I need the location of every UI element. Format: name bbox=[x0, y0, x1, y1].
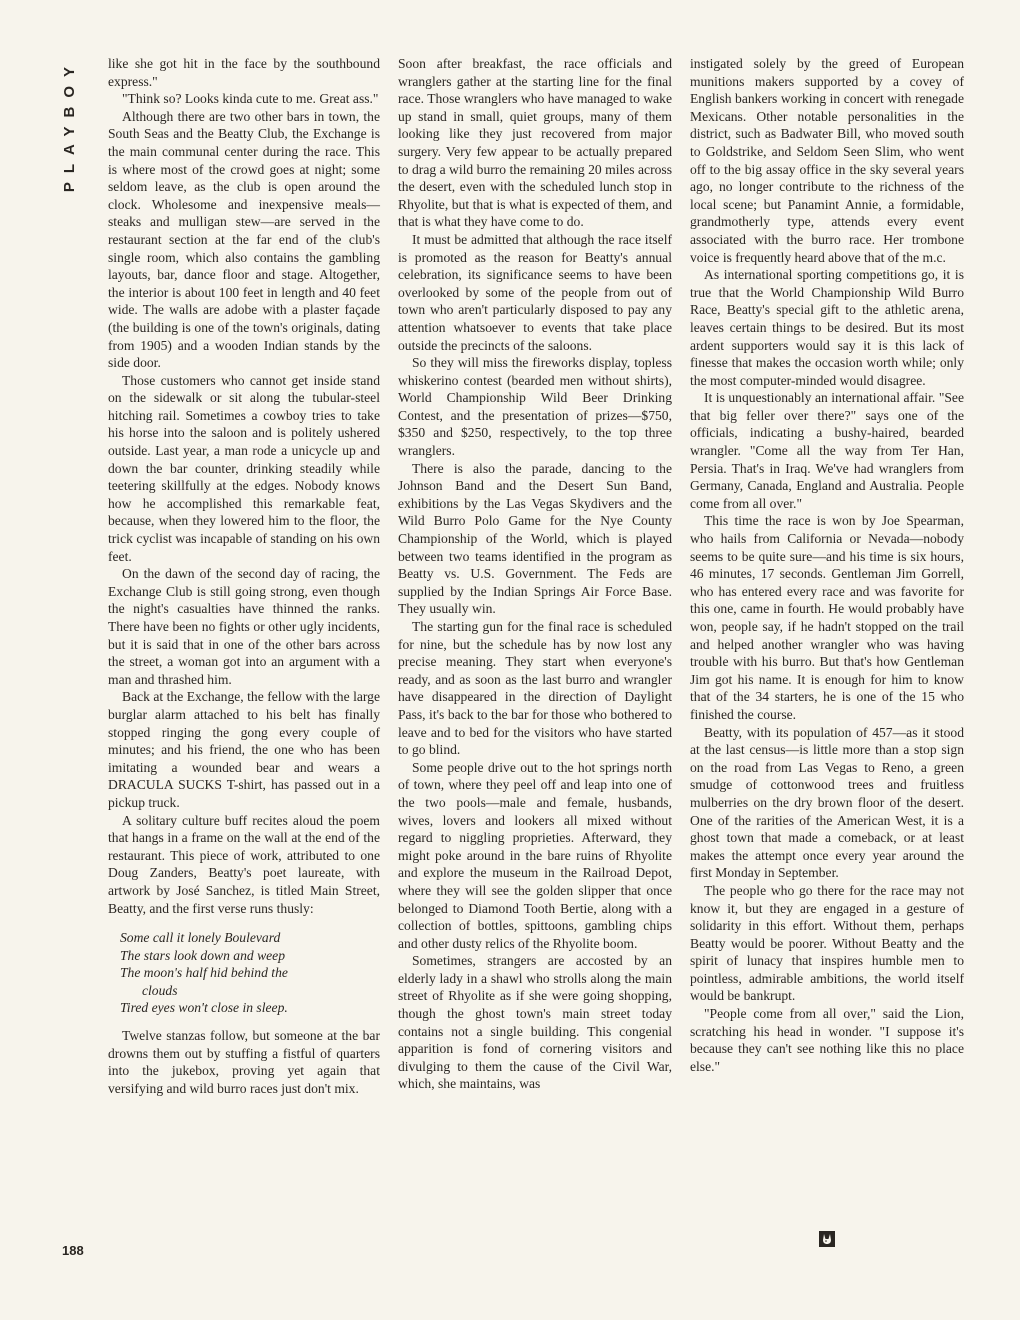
paragraph: instigated solely by the greed of European munitions makers supported by a covey of English bankers working in concert with renegade Mexicans. Other notable personalities in the district, such as Badwater Bill, who moved south to Goldstrike, and Seldom Seen Slim, who went off to the big assay office in the sky several years ago, no longer contribute to the richness of the local scene; but Panamint Annie, a formidable, grandmotherly type, attends every event associated with the burro race. Her trombone voice is frequently heard above that of the m.c. bbox=[690, 56, 964, 265]
paragraph: "Think so? Looks kinda cute to me. Great ass." bbox=[122, 91, 379, 107]
poem-verse bbox=[120, 929, 380, 1017]
paragraph: Sometimes, strangers are accosted by an elderly lady in a shawl who strolls along the main street of Rhyolite as if she were going shopping, though the ghost town's main street today contains not a single building. This congenial apparition is fond of cornering visitors and divulging to them the cause of the Civil War, which, she maintains, was bbox=[398, 953, 672, 1092]
paragraph: It must be admitted that although the race itself is promoted as the reason for Beatty's annual celebration, its significance seems to have been overlooked by some of the people from out of town who aren't particularly disposed to pay any attention whatsoever to events that take place outside the precincts of the saloons. bbox=[398, 231, 672, 353]
paragraph: This time the race is won by Joe Spearman, who hails from California or Nevada—nobody seems to be quite sure—and his time is six hours, 46 minutes, 17 seconds. Gentleman Jim Gorrell, who has entered every race and was favorite for this one, came in fourth. He would probably have won, people say, if he hadn't stopped on the trail and helped another wrangler who was having trouble with his burro. But that's how Gentleman Jim got his name. It is enough for him to know that of the 34 starters, he is one of the 15 who finished the course. bbox=[690, 513, 964, 722]
paragraph: The starting gun for the final race is scheduled for nine, but the schedule has by now lost any precise meaning. They start when everyone's ready, and as soon as the last burro and wrangler have disappeared in the direction of Daylight Pass, it's back to the bar for those who bothered to leave and to bed for the visitors who have started to go blind. bbox=[398, 619, 672, 758]
paragraph: It is unquestionably an international affair. "See that big feller over there?" says one of the officials, indicating a bushy-haired, bearded wrangler. "Come all the way from Ter Han, Persia. That's in Iraq. We've had wranglers from Germany, Canada, England and Australia. People come from all over." bbox=[690, 390, 964, 511]
page-number: 188 bbox=[62, 1243, 84, 1258]
column-2 bbox=[398, 55, 672, 1093]
paragraph: There is also the parade, dancing to the Johnson Band and the Desert Sun Band, exhibitions by the Las Vegas Skydivers and the Wild Burro Polo Game for the Nye County Championship of the World, which is played between two teams identified in the program as Beatty vs. U.S. Government. The Feds are supplied by the Indian Springs Air Force Base. They usually win. bbox=[398, 460, 672, 617]
poem-line: Tired eyes won't close in sleep. bbox=[120, 1000, 288, 1016]
poem-line: clouds bbox=[142, 982, 178, 998]
column-3 bbox=[690, 55, 964, 1075]
masthead-title: PLAYBOY bbox=[61, 58, 78, 193]
paragraph: A solitary culture buff recites aloud the poem that hangs in a frame on the wall at the end of the restaurant. This piece of work, attributed to one Doug Zanders, Beatty's poet laureate, with artwork by José Sanchez, is titled Main Street, Beatty, and the first verse runs thusly: bbox=[108, 812, 380, 916]
paragraph: On the dawn of the second day of racing, the Exchange Club is still going strong, even though the night's casualties have thinned the ranks. There have been no fights or other ugly incidents, but it is said that in one of the other bars across the street, a woman got into an argument with a man and thrashed him. bbox=[108, 566, 380, 687]
paragraph: "People come from all over," said the Lion, scratching his head in wonder. "I suppose it's because they can't see nothing like this no place else." bbox=[690, 1006, 964, 1074]
paragraph: Beatty, with its population of 457—as it stood at the last census—is little more than a stop sign on the road from Las Vegas to Reno, a green smudge of cottonwood trees and fruitless mulberries on the dry brown floor of the desert. One of the rarities of the American West, it is a ghost town that made a comeback, or at least makes the attempt once every year around the first Monday in September. bbox=[690, 724, 964, 881]
paragraph: Soon after breakfast, the race officials and wranglers gather at the starting line for the final race. Those wranglers who have managed to wake up stand in small, quiet groups, many of them looking like they just recovered from major surgery. Very few appear to be actually prepared to drag a wild burro the remaining 20 miles across the desert, even with the scheduled lunch stop in Rhyolite, but that is what is expected of them, and that is what they have come to do. bbox=[398, 56, 672, 230]
masthead-sidebar bbox=[61, 58, 88, 193]
column-1 bbox=[108, 55, 380, 1097]
paragraph: Twelve stanzas follow, but someone at the bar drowns them out by stuffing a fistful of quarters into the jukebox, proving yet again that versifying and wild burro races just don't mix. bbox=[108, 1028, 380, 1096]
poem-line: Some call it lonely Boulevard bbox=[120, 930, 281, 946]
paragraph: Those customers who cannot get inside stand on the sidewalk or sit along the tubular-steel hitching rail. Sometimes a cowboy tries to take his horse into the saloon and is politely ushered outside. Last year, a man rode a unicycle up and down the bar counter, drinking steadily while teetering skillfully at the edges. Nobody knows how he accomplished this remarkable feat, because, when they lowered him to the floor, the trick cyclist was incapable of standing on his own feet. bbox=[108, 372, 380, 564]
poem-line: The stars look down and weep bbox=[120, 947, 286, 963]
paragraph: The people who go there for the race may not know it, but they are engaged in a gesture of solidarity in this effort. Without them, perhaps Beatty would be poorer. Without Beatty and the spirit of lunacy that inspires humble men to pointless, admirable ambitions, the world itself would be bankrupt. bbox=[690, 882, 964, 1004]
paragraph: Back at the Exchange, the fellow with the large burglar alarm attached to his belt has finally stopped ringing the gong every couple of minutes; and his friend, the one who has been imitating a wounded bear and wears a DRACULA SUCKS T-shirt, has passed out in a pickup truck. bbox=[108, 689, 380, 810]
paragraph: Although there are two other bars in town, the South Seas and the Beatty Club, the Exchange is the main communal center during the race. This is where most of the crowd goes at night; some seldom leave, as the club is open around the clock. Wholesome and inexpensive meals—steaks and mulligan stew—are served in the restaurant section at the far end of the club's single room, which also contains the gambling layouts, bar, dance floor and stage. Altogether, the interior is about 100 feet in length and 40 feet wide. The walls are adobe with a plaster façade (the building is one of the town's originals, dating from 1905) and a wooden Indian stands by the side door. bbox=[108, 108, 380, 371]
rabbit-head-end-mark-icon bbox=[819, 1231, 835, 1247]
paragraph: So they will miss the fireworks display, topless whiskerino contest (bearded men without shirts), World Championship Wild Beer Drinking Contest, and the presentation of prizes—$750, $350 and $250, respectively, to the top three wranglers. bbox=[398, 355, 672, 459]
paragraph: like she got hit in the face by the southbound express." bbox=[108, 56, 380, 89]
paragraph: As international sporting competitions go, it is true that the World Championship Wild Burro Race, Beatty's special gift to the athletic arena, leaves certain things to be desired. But its most ardent supporters would say it is this lack of finesse that makes the occasion worth while; only the most computer-minded would disagree. bbox=[690, 267, 964, 388]
paragraph: Some people drive out to the hot springs north of town, where they peel off and leap into one of the two pools—male and female, husbands, wives, lovers and lookers all mixed without regard to niggling proprieties. Afterward, they might poke around in the bare ruins of Rhyolite and explore the museum in the Railroad Depot, where they will see the golden slipper that once belonged to Diamond Tooth Bertie, along with a collection of bottles, spittoons, gambling chips and other dusty relics of the Rhyolite boom. bbox=[398, 759, 672, 951]
poem-line: The moon's half hid behind the bbox=[120, 965, 288, 981]
